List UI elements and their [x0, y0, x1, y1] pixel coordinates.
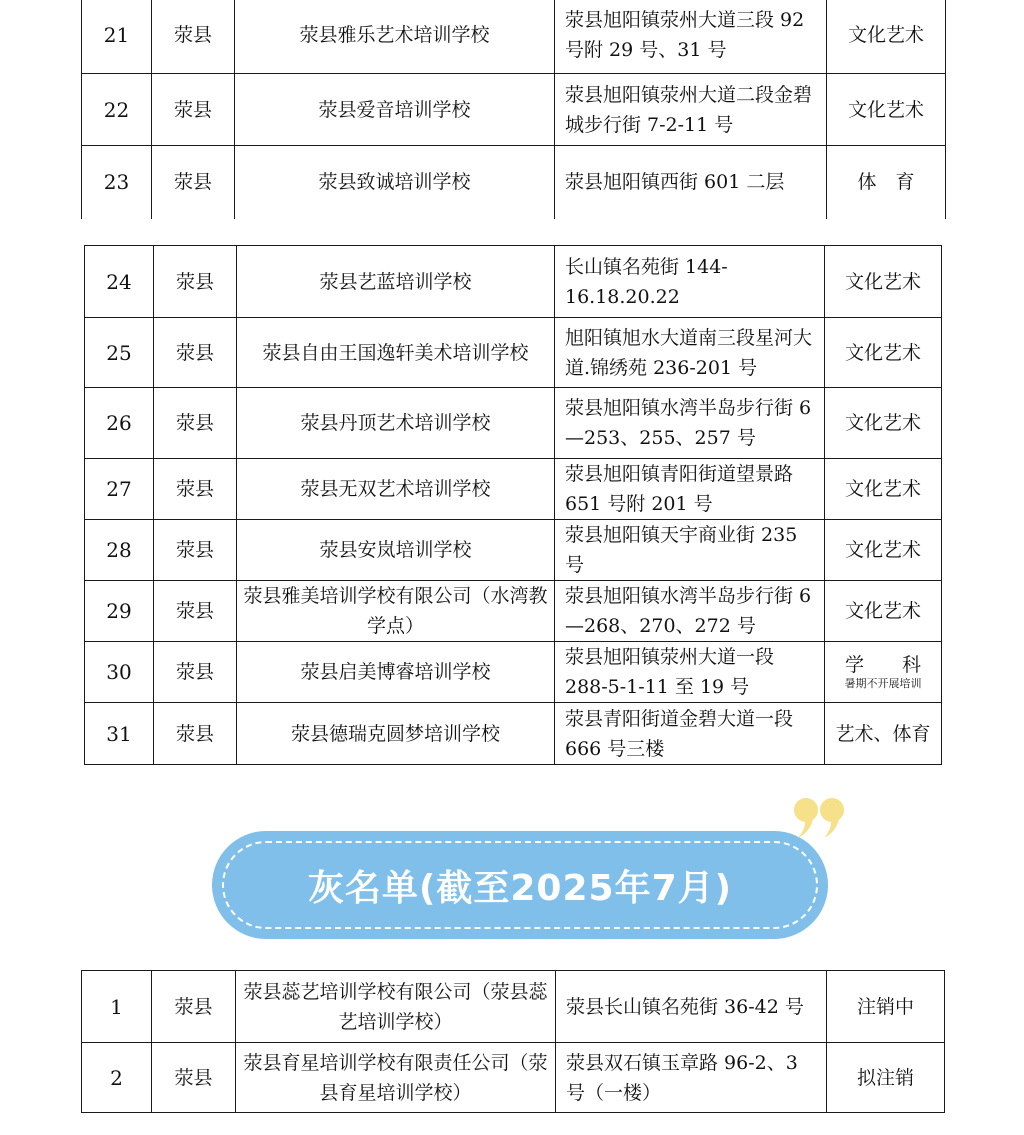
address-cell: 荥县旭阳镇荥州大道三段 92 号附 29 号、31 号 [555, 0, 827, 74]
county-cell: 荥县 [154, 581, 237, 642]
school-name-cell: 荥县安岚培训学校 [237, 520, 555, 581]
quote-mark-icon [786, 776, 856, 846]
type-cell: 文化艺术 [827, 0, 946, 74]
address-cell: 荥县旭阳镇水湾半岛步行街 6—268、270、272 号 [555, 581, 825, 642]
address-cell: 荥县旭阳镇西街 601 二层 [555, 146, 827, 219]
school-name-cell: 荥县德瑞克圆梦培训学校 [237, 703, 555, 765]
table-row [85, 459, 942, 520]
school-name-cell: 荥县致诚培训学校 [235, 146, 555, 219]
county-cell: 荥县 [154, 703, 237, 765]
row-number: 28 [85, 520, 154, 581]
address-cell: 荥县长山镇名苑街 36-42 号 [556, 971, 827, 1043]
county-cell: 荥县 [154, 520, 237, 581]
table-row [82, 74, 946, 146]
row-number: 27 [85, 459, 154, 520]
row-number: 31 [85, 703, 154, 765]
school-name-cell: 荥县艺蓝培训学校 [237, 246, 555, 318]
table-row [85, 318, 942, 388]
school-name-cell: 荥县自由王国逸轩美术培训学校 [237, 318, 555, 388]
table-row [85, 246, 942, 318]
county-cell: 荥县 [152, 1043, 236, 1113]
school-name-cell: 荥县育星培训学校有限责任公司（荥县育星培训学校） [236, 1043, 556, 1113]
county-cell: 荥县 [152, 74, 235, 146]
type-cell: 文化艺术 [825, 388, 942, 459]
row-number: 1 [82, 971, 152, 1043]
type-cell: 文化艺术 [825, 520, 942, 581]
grey-list-banner [212, 831, 828, 939]
table-row [82, 1043, 945, 1113]
row-number: 30 [85, 642, 154, 703]
row-number: 24 [85, 246, 154, 318]
row-number: 23 [82, 146, 152, 219]
table-row [82, 0, 946, 74]
type-cell: 文化艺术 [825, 459, 942, 520]
county-cell: 荥县 [152, 971, 236, 1043]
address-cell: 旭阳镇旭水大道南三段星河大道.锦绣苑 236-201 号 [555, 318, 825, 388]
address-cell: 荥县青阳街道金碧大道一段 666 号三楼 [555, 703, 825, 765]
table-row [85, 642, 942, 703]
type-cell: 文化艺术 [827, 74, 946, 146]
table-row [85, 581, 942, 642]
row-number: 29 [85, 581, 154, 642]
row-number: 2 [82, 1043, 152, 1113]
school-name-cell: 荥县无双艺术培训学校 [237, 459, 555, 520]
grey-list-table [81, 970, 945, 1113]
row-number: 22 [82, 74, 152, 146]
address-cell: 荥县旭阳镇青阳街道望景路 651 号附 201 号 [555, 459, 825, 520]
school-name-cell: 荥县丹顶艺术培训学校 [237, 388, 555, 459]
county-cell: 荥县 [154, 642, 237, 703]
row-number: 21 [82, 0, 152, 74]
banner-dashed-frame [222, 841, 818, 929]
type-cell: 体 育 [827, 146, 946, 219]
county-cell: 荥县 [154, 388, 237, 459]
address-cell: 荥县旭阳镇水湾半岛步行街 6—253、255、257 号 [555, 388, 825, 459]
table-row [82, 146, 946, 219]
school-name-cell: 荥县雅美培训学校有限公司（水湾教学点） [237, 581, 555, 642]
county-cell: 荥县 [152, 0, 235, 74]
type-cell: 文化艺术 [825, 318, 942, 388]
type-cell: 艺术、体育 [825, 703, 942, 765]
table-row [85, 520, 942, 581]
address-cell: 荥县旭阳镇荥州大道一段 288-5-1-11 至 19 号 [555, 642, 825, 703]
address-cell: 荥县双石镇玉章路 96-2、3 号（一楼） [556, 1043, 827, 1113]
table-row [85, 703, 942, 765]
county-cell: 荥县 [154, 246, 237, 318]
table-row [85, 388, 942, 459]
address-cell: 荥县旭阳镇天宇商业街 235 号 [555, 520, 825, 581]
status-cell: 注销中 [827, 971, 945, 1043]
school-table-top [81, 0, 946, 219]
type-cell: 文化艺术 [825, 581, 942, 642]
type-note: 暑期不开展培训 [844, 677, 922, 690]
school-table-middle [84, 245, 942, 765]
school-name-cell: 荥县雅乐艺术培训学校 [235, 0, 555, 74]
row-number: 25 [85, 318, 154, 388]
county-cell: 荥县 [154, 318, 237, 388]
school-name-cell: 荥县蕊艺培训学校有限公司（荥县蕊艺培训学校） [236, 971, 556, 1043]
type-cell [825, 642, 942, 703]
type-label: 学 科 [844, 654, 921, 676]
school-name-cell: 荥县爱音培训学校 [235, 74, 555, 146]
address-cell: 长山镇名苑街 144-16.18.20.22 [555, 246, 825, 318]
county-cell: 荥县 [152, 146, 235, 219]
banner-title: 灰名单(截至2025年7月) [307, 867, 733, 909]
status-cell: 拟注销 [827, 1043, 945, 1113]
school-name-cell: 荥县启美博睿培训学校 [237, 642, 555, 703]
table-row [82, 971, 945, 1043]
type-cell: 文化艺术 [825, 246, 942, 318]
address-cell: 荥县旭阳镇荥州大道二段金碧城步行街 7-2-11 号 [555, 74, 827, 146]
county-cell: 荥县 [154, 459, 237, 520]
row-number: 26 [85, 388, 154, 459]
